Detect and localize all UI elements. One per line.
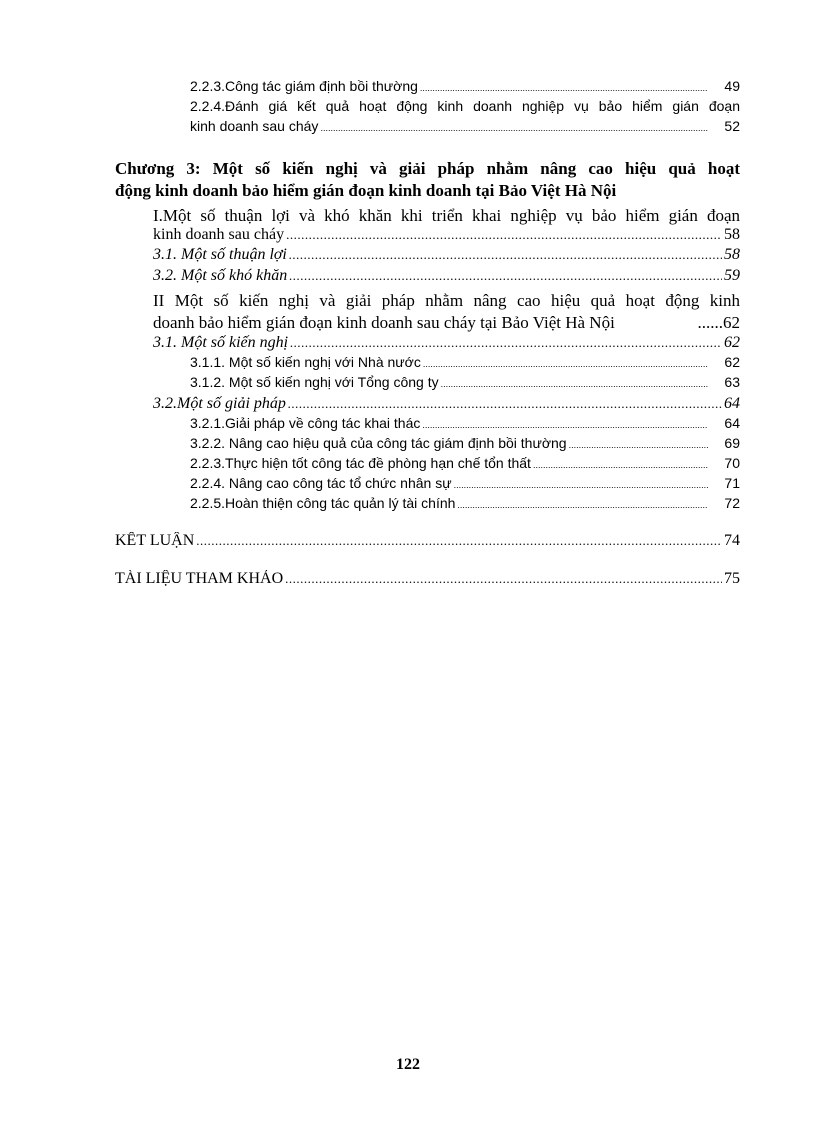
section-3-1-thuan-loi[interactable]: 3.1. Một số thuận lợi ..... 58 bbox=[153, 246, 740, 264]
toc-entry-2-2-3b[interactable]: 2.2.3.Thực hiện tốt công tác đề phòng hạn chế tổn thất ..... 70 bbox=[190, 455, 740, 471]
chapter-3-title-line2[interactable]: động kinh doanh bảo hiểm gián đoạn kinh doanh tại Bảo Việt Hà Nội bbox=[115, 181, 617, 200]
toc-tai-lieu-tham-khao[interactable]: TÀI LIỆU THAM KHẢO ..... 75 bbox=[115, 570, 740, 588]
section-3-1-kien-nghi[interactable]: 3.1. Một số kiến nghị ..... 62 bbox=[153, 334, 740, 352]
page-number: 122 bbox=[396, 1056, 420, 1073]
toc-entry-3-1-2[interactable]: 3.1.2. Một số kiến nghị với Tổng công ty ..... 63 bbox=[190, 374, 740, 390]
toc-entry-3-2-2[interactable]: 3.2.2. Nâng cao hiệu quả của công tác giám định bồi thường ..... 69 bbox=[190, 435, 740, 451]
toc-entry-2-2-4-line2[interactable]: kinh doanh sau cháy ..... 52 bbox=[190, 118, 740, 134]
toc-ket-luan[interactable]: KẾT LUẬN ..... 74 bbox=[115, 532, 740, 550]
toc-entry-2-2-4b[interactable]: 2.2.4. Nâng cao công tác tổ chức nhân sự ..... 71 bbox=[190, 475, 740, 491]
section-II-line1[interactable]: II Một số kiến nghị và giải pháp nhằm nâng cao hiệu quả hoạt động kinh bbox=[153, 291, 740, 310]
section-I-line2[interactable]: kinh doanh sau cháy ..... 58 bbox=[153, 226, 740, 244]
chapter-3-title-line1[interactable]: Chương 3: Một số kiến nghị và giải pháp nhằm nâng cao hiệu quả hoạt bbox=[115, 159, 740, 178]
toc-entry-3-1-1[interactable]: 3.1.1. Một số kiến nghị với Nhà nước ..... 62 bbox=[190, 354, 740, 370]
toc-entry-2-2-5[interactable]: 2.2.5.Hoàn thiện công tác quản lý tài chính ..... 72 bbox=[190, 495, 740, 511]
section-3-2-giai-phap[interactable]: 3.2.Một số giải pháp ..... 64 bbox=[153, 395, 740, 413]
toc-entry-2-2-3[interactable]: 2.2.3.Công tác giám định bồi thường ..... 49 bbox=[190, 78, 740, 94]
section-I-line1[interactable]: I.Một số thuận lợi và khó khăn khi triển khai nghiệp vụ bảo hiểm gián đoạn bbox=[153, 206, 740, 225]
toc-entry-2-2-4-line1[interactable]: 2.2.4.Đánh giá kết quả hoạt động kinh doanh nghiệp vụ bảo hiểm gián đoạn bbox=[190, 98, 740, 114]
section-3-2-kho-khan[interactable]: 3.2. Một số khó khăn ..... 59 bbox=[153, 267, 740, 285]
toc-entry-3-2-1[interactable]: 3.2.1.Giải pháp về công tác khai thác ..... 64 bbox=[190, 415, 740, 431]
section-II-line2[interactable]: doanh bảo hiểm gián đoạn kinh doanh sau cháy tại Bảo Việt Hà Nội ......62 bbox=[153, 313, 740, 332]
